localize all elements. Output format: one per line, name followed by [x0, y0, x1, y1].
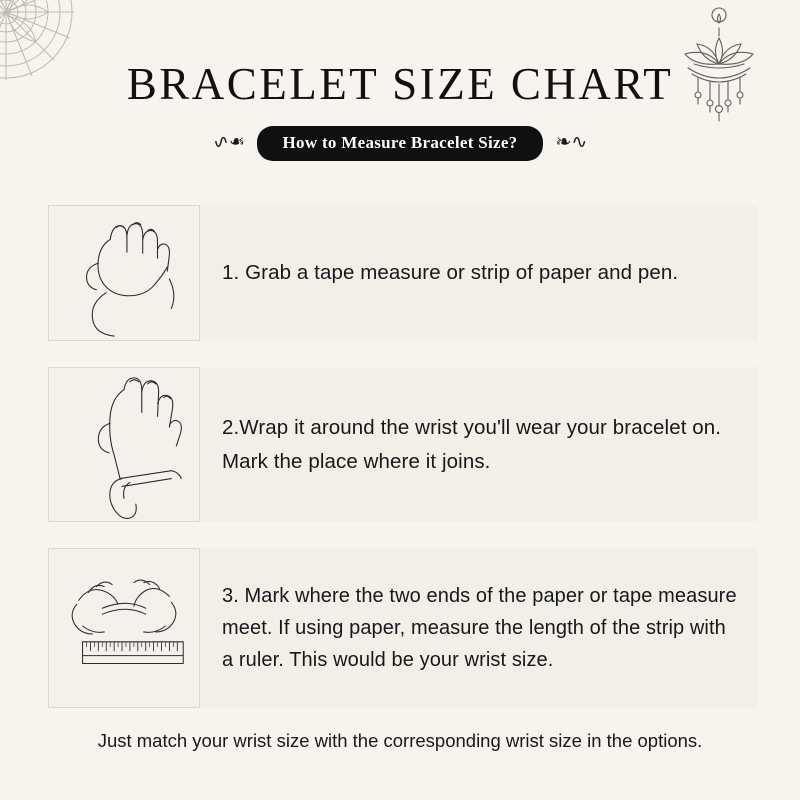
- swirl-icon: ❧∿: [555, 131, 588, 153]
- subtitle-badge: How to Measure Bracelet Size?: [257, 126, 544, 161]
- step-text: 2.Wrap it around the wrist you'll wear your bracelet on. Mark the place where it joins.: [222, 416, 722, 473]
- subtitle-row: [0, 126, 800, 161]
- list-item: [48, 205, 758, 341]
- page-title: BRACELET SIZE CHART: [126, 59, 674, 109]
- tape-around-wrist-illustration: [48, 367, 200, 522]
- hand-holding-tape-illustration: [48, 205, 200, 341]
- steps-list: [48, 205, 758, 734]
- list-item: [48, 548, 758, 708]
- measuring-strip-with-ruler-illustration: [48, 548, 200, 708]
- list-item: [48, 367, 758, 522]
- swirl-icon: ❧∿: [212, 131, 245, 153]
- step-text: 1. Grab a tape measure or strip of paper and pen.: [222, 261, 679, 285]
- footer-note: Just match your wrist size with the corresponding wrist size in the options.: [97, 730, 703, 751]
- step-text: 3. Mark where the two ends of the paper or tape measure meet. If using paper, measure the length of the strip with a ruler. This would be your wrist size.: [222, 585, 737, 671]
